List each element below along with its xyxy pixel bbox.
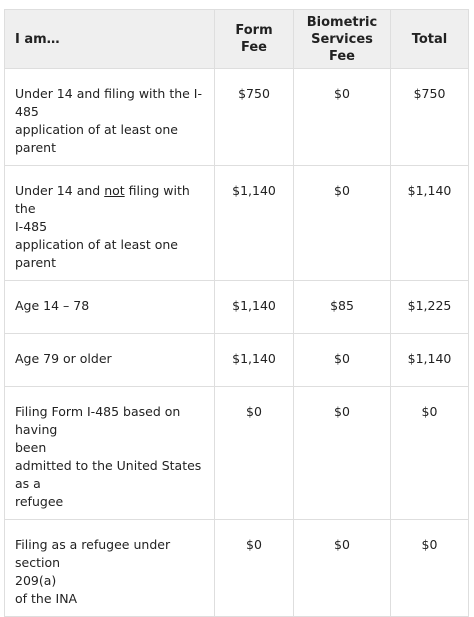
row-description: Age 14 – 78 bbox=[5, 281, 215, 334]
form-fee-cell: $0 bbox=[215, 387, 294, 520]
table-row bbox=[5, 281, 469, 334]
row-description: Under 14 and not filing with the I-485 application of at least one parent bbox=[5, 166, 215, 281]
header-total: Total bbox=[391, 10, 469, 69]
table-row bbox=[5, 69, 469, 166]
table-row bbox=[5, 520, 469, 617]
table-row bbox=[5, 166, 469, 281]
form-fee-cell: $1,140 bbox=[215, 166, 294, 281]
form-fee-cell: $0 bbox=[215, 520, 294, 617]
row-description: Filing Form I-485 based on having been admitted to the United States as a refugee bbox=[5, 387, 215, 520]
row-description: Filing as a refugee under section 209(a) of the INA bbox=[5, 520, 215, 617]
total-cell: $1,140 bbox=[391, 166, 469, 281]
biometric-fee-cell: $0 bbox=[294, 166, 391, 281]
biometric-fee-cell: $0 bbox=[294, 387, 391, 520]
underlined-not: not bbox=[104, 183, 125, 198]
header-form-fee: Form Fee bbox=[215, 10, 294, 69]
form-fee-cell: $1,140 bbox=[215, 281, 294, 334]
total-cell: $0 bbox=[391, 520, 469, 617]
header-biometric-fee: Biometric Services Fee bbox=[294, 10, 391, 69]
total-cell: $750 bbox=[391, 69, 469, 166]
table-row bbox=[5, 334, 469, 387]
biometric-fee-cell: $0 bbox=[294, 334, 391, 387]
table-row bbox=[5, 387, 469, 520]
biometric-fee-cell: $0 bbox=[294, 520, 391, 617]
row-description: Under 14 and filing with the I-485 application of at least one parent bbox=[5, 69, 215, 166]
fee-table bbox=[4, 9, 469, 617]
total-cell: $0 bbox=[391, 387, 469, 520]
biometric-fee-cell: $85 bbox=[294, 281, 391, 334]
form-fee-cell: $1,140 bbox=[215, 334, 294, 387]
biometric-fee-cell: $0 bbox=[294, 69, 391, 166]
header-row bbox=[5, 10, 469, 69]
total-cell: $1,225 bbox=[391, 281, 469, 334]
header-i-am: I am… bbox=[5, 10, 215, 69]
form-fee-cell: $750 bbox=[215, 69, 294, 166]
row-description: Age 79 or older bbox=[5, 334, 215, 387]
total-cell: $1,140 bbox=[391, 334, 469, 387]
